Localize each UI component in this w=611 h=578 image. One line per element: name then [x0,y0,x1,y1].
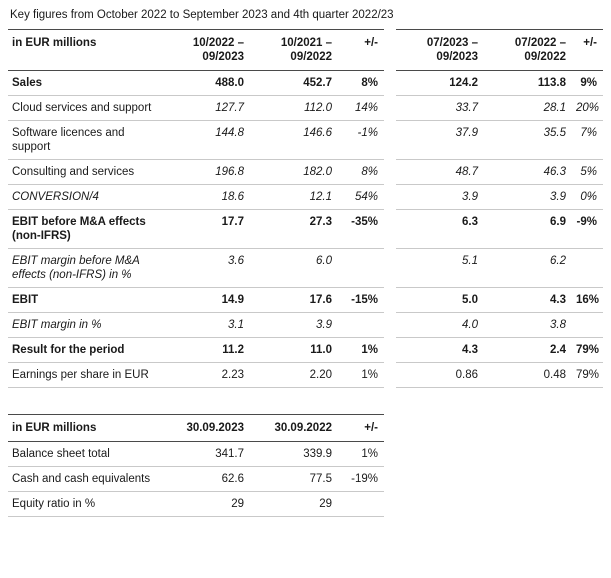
row-value: 3.9 [250,313,338,338]
row-value [338,249,384,288]
row-trailing-gap [384,492,603,517]
header-q4-change: +/- [572,30,603,71]
row-column-gap [384,313,396,338]
table-row [8,313,603,338]
row-trailing-gap [384,442,603,467]
header-change: +/- [338,415,384,442]
row-value: 8% [338,71,384,96]
header-date-2022: 30.09.2022 [250,415,338,442]
row-value: 4.3 [396,338,484,363]
row-value: 5.1 [396,249,484,288]
row-value: -9% [572,210,603,249]
row-value: 11.2 [162,338,250,363]
row-value: 54% [338,185,384,210]
header-fy-change: +/- [338,30,384,71]
row-value: 9% [572,71,603,96]
row-value: 35.5 [484,121,572,160]
row-value: 0.48 [484,363,572,388]
table-row [8,160,603,185]
row-value: 3.1 [162,313,250,338]
row-value: -35% [338,210,384,249]
table-row [8,121,603,160]
row-value: 14% [338,96,384,121]
header-q4-2022: 07/2022 – 09/2022 [484,30,572,71]
row-column-gap [384,249,396,288]
row-label: Equity ratio in % [8,492,162,517]
row-trailing-gap [384,467,603,492]
row-label: Cloud services and support [8,96,162,121]
row-column-gap [384,71,396,96]
row-value: -19% [338,467,384,492]
row-value: -15% [338,288,384,313]
row-value: 1% [338,442,384,467]
row-column-gap [384,160,396,185]
row-value: 77.5 [250,467,338,492]
row-value: 5% [572,160,603,185]
row-column-gap [384,210,396,249]
header-column-gap [384,30,396,71]
row-value: 17.6 [250,288,338,313]
row-column-gap [384,96,396,121]
row-value: 27.3 [250,210,338,249]
row-value: 46.3 [484,160,572,185]
row-value: 33.7 [396,96,484,121]
header-fy-2021-22: 10/2021 – 09/2022 [250,30,338,71]
balance-sheet-table-body [8,442,603,517]
row-value: 6.9 [484,210,572,249]
row-value: 2.20 [250,363,338,388]
header-q4-2023: 07/2023 – 09/2023 [396,30,484,71]
row-value: 0% [572,185,603,210]
key-figures-table-body [8,71,603,388]
row-value: 79% [572,338,603,363]
row-value: 37.9 [396,121,484,160]
row-label: CONVERSION/4 [8,185,162,210]
row-label: Balance sheet total [8,442,162,467]
table-row [8,96,603,121]
row-value: 8% [338,160,384,185]
row-value: 182.0 [250,160,338,185]
row-column-gap [384,363,396,388]
row-value [338,492,384,517]
row-value: 29 [250,492,338,517]
row-value: 7% [572,121,603,160]
row-value: 146.6 [250,121,338,160]
row-value: -1% [338,121,384,160]
row-label: Earnings per share in EUR [8,363,162,388]
row-value: 14.9 [162,288,250,313]
row-value: 3.8 [484,313,572,338]
balance-sheet-table [8,414,603,517]
row-column-gap [384,338,396,363]
row-value: 341.7 [162,442,250,467]
row-value: 1% [338,363,384,388]
row-label: EBIT margin before M&A effects (non-IFRS) in % [8,249,162,288]
row-label: EBIT margin in % [8,313,162,338]
row-value: 2.4 [484,338,572,363]
row-value: 12.1 [250,185,338,210]
table-row [8,442,603,467]
row-value [572,249,603,288]
header-metric: in EUR millions [8,30,162,71]
row-value: 17.7 [162,210,250,249]
row-value: 452.7 [250,71,338,96]
page-caption: Key figures from October 2022 to September 2023 and 4th quarter 2022/23 [10,9,394,21]
row-label: Sales [8,71,162,96]
row-value: 127.7 [162,96,250,121]
row-value: 4.0 [396,313,484,338]
row-value: 113.8 [484,71,572,96]
row-value: 48.7 [396,160,484,185]
row-value: 339.9 [250,442,338,467]
header-date-2023: 30.09.2023 [162,415,250,442]
row-value: 1% [338,338,384,363]
table-row [8,288,603,313]
row-label: Cash and cash equivalents [8,467,162,492]
row-value: 124.2 [396,71,484,96]
table-header-row [8,30,603,71]
row-label: Consulting and services [8,160,162,185]
row-value: 3.6 [162,249,250,288]
row-value: 4.3 [484,288,572,313]
table-row [8,210,603,249]
row-value: 79% [572,363,603,388]
row-label: EBIT [8,288,162,313]
key-figures-table [8,29,603,388]
row-value: 112.0 [250,96,338,121]
row-value: 488.0 [162,71,250,96]
row-value: 11.0 [250,338,338,363]
row-value: 18.6 [162,185,250,210]
row-value: 6.2 [484,249,572,288]
row-value: 6.0 [250,249,338,288]
table-row [8,467,603,492]
row-label: EBIT before M&A effects (non-IFRS) [8,210,162,249]
header-fy-2022-23: 10/2022 – 09/2023 [162,30,250,71]
row-value [572,313,603,338]
row-column-gap [384,288,396,313]
row-value: 5.0 [396,288,484,313]
header-metric: in EUR millions [8,415,162,442]
row-value: 6.3 [396,210,484,249]
row-value: 2.23 [162,363,250,388]
row-value: 29 [162,492,250,517]
row-label: Software licences and support [8,121,162,160]
row-value: 3.9 [396,185,484,210]
row-column-gap [384,121,396,160]
table-row [8,249,603,288]
table-row [8,71,603,96]
row-value: 196.8 [162,160,250,185]
row-value: 144.8 [162,121,250,160]
row-value: 16% [572,288,603,313]
balance-sheet-table-head [8,415,603,442]
row-value: 3.9 [484,185,572,210]
table-header-row [8,415,603,442]
row-value: 20% [572,96,603,121]
row-value: 0.86 [396,363,484,388]
key-figures-table-head [8,30,603,71]
table-row [8,492,603,517]
table-row [8,338,603,363]
table-row [8,363,603,388]
table-spacer [8,388,603,414]
table-row [8,185,603,210]
header-trailing-gap [384,415,603,442]
row-value: 28.1 [484,96,572,121]
row-label: Result for the period [8,338,162,363]
row-value: 62.6 [162,467,250,492]
row-column-gap [384,185,396,210]
row-value [338,313,384,338]
